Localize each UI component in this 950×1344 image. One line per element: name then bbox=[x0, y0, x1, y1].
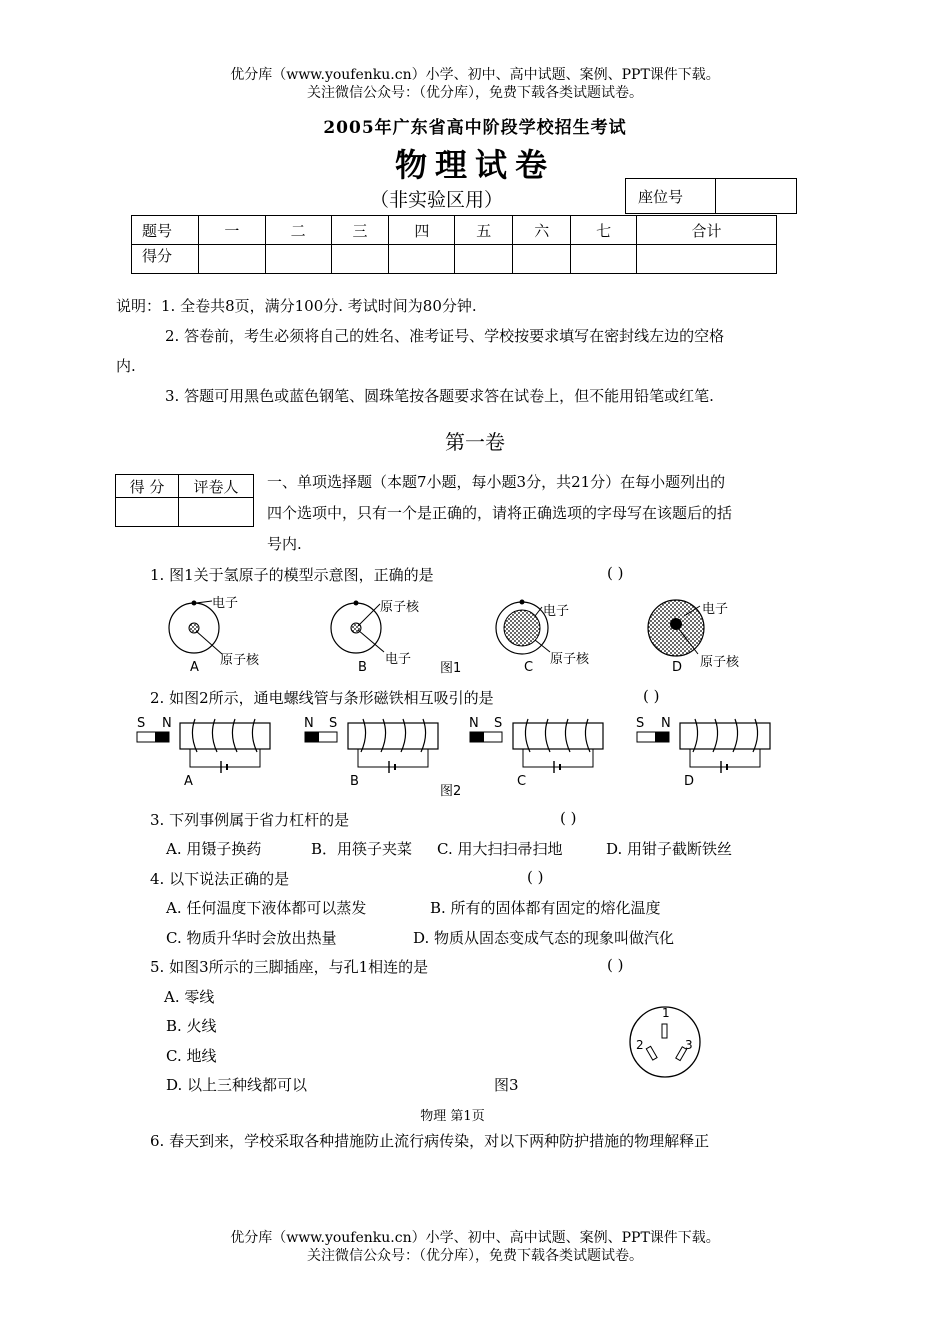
solenoid-d bbox=[637, 719, 770, 773]
grader-reviewer-label: 评卷人 bbox=[179, 475, 254, 498]
label-nucleus-c: 原子核 bbox=[550, 652, 590, 667]
atom-a-electron bbox=[192, 601, 197, 606]
q4-option-d: D. 物质从固态变成气态的现象叫做汽化 bbox=[413, 929, 675, 947]
q4-option-b: B. 所有的固体都有固定的熔化温度 bbox=[430, 899, 661, 917]
part1-intro-line3: 号内. bbox=[267, 535, 302, 553]
q2-text: 2. 如图2所示，通电螺线管与条形磁铁相互吸引的是 bbox=[150, 689, 494, 707]
seat-label: 座位号 bbox=[626, 179, 716, 214]
header-cell: 六 bbox=[513, 216, 571, 245]
header-cell: 五 bbox=[455, 216, 513, 245]
page-number: 物理 第1页 bbox=[420, 1109, 485, 1124]
grader-box bbox=[115, 474, 254, 527]
q4-option-c: C. 物质升华时会放出热量 bbox=[166, 929, 337, 947]
q5-answer-blank[interactable]: ( ) bbox=[607, 956, 624, 974]
score-cell[interactable] bbox=[198, 245, 265, 274]
header-cell: 七 bbox=[571, 216, 637, 245]
atom-c-electron bbox=[520, 600, 525, 605]
pole-b-right: S bbox=[329, 716, 338, 731]
label-electron-a: 电子 bbox=[212, 596, 239, 611]
score-cell[interactable] bbox=[571, 245, 637, 274]
q4-answer-blank[interactable]: ( ) bbox=[527, 868, 544, 886]
atom-a-letter: A bbox=[190, 660, 199, 675]
socket-label-2: 2 bbox=[636, 1038, 644, 1052]
solenoid-c bbox=[470, 719, 603, 773]
solenoid-a-letter: A bbox=[184, 774, 193, 789]
solenoid-d-letter: D bbox=[684, 774, 695, 789]
q4-text: 4. 以下说法正确的是 bbox=[150, 870, 290, 888]
instruction-3: 3. 答题可用黑色或蓝色钢笔、圆珠笔按各题要求答在试卷上，但不能用铅笔或红笔. bbox=[165, 387, 714, 405]
socket-label-3: 3 bbox=[685, 1038, 693, 1052]
atom-c-nucleus bbox=[504, 610, 540, 646]
seat-number-box bbox=[625, 178, 797, 214]
footer-banner-line2: 关注微信公众号：（优分库），免费下载各类试题试卷。 bbox=[307, 1248, 643, 1264]
solenoid-a bbox=[137, 719, 270, 773]
q5-text: 5. 如图3所示的三脚插座，与孔1相连的是 bbox=[150, 958, 429, 976]
q3-answer-blank[interactable]: ( ) bbox=[560, 809, 577, 827]
atom-c-letter: C bbox=[524, 660, 534, 675]
instruction-2-cont: 内. bbox=[116, 357, 136, 375]
subject-title: 物理试卷 bbox=[394, 146, 555, 184]
header-cell: 三 bbox=[331, 216, 389, 245]
q1-answer-blank[interactable]: ( ) bbox=[607, 564, 624, 582]
atom-d-nucleus bbox=[670, 618, 682, 630]
header-cell: 一 bbox=[198, 216, 265, 245]
label-electron-d: 电子 bbox=[702, 602, 729, 617]
pole-c-left: N bbox=[469, 716, 479, 731]
q3-option-b: B．用筷子夹菜 bbox=[311, 840, 413, 858]
label-electron-c: 电子 bbox=[543, 604, 570, 619]
q5-option-b: B. 火线 bbox=[166, 1017, 217, 1035]
q5-option-d: D. 以上三种线都可以 bbox=[166, 1076, 308, 1094]
figure-1-caption: 图1 bbox=[440, 661, 462, 676]
atom-b-letter: B bbox=[358, 660, 367, 675]
figure-2-solenoids bbox=[135, 715, 775, 777]
instruction-2: 2. 答卷前，考生必须将自己的姓名、准考证号、学校按要求填写在密封线左边的空格 bbox=[165, 327, 725, 345]
socket-hole-1 bbox=[662, 1024, 667, 1038]
pole-b-left: N bbox=[304, 716, 314, 731]
q1-text: 1. 图1关于氢原子的模型示意图，正确的是 bbox=[150, 566, 434, 584]
q5-option-a: A. 零线 bbox=[164, 988, 215, 1006]
q4-option-a: A. 任何温度下液体都可以蒸发 bbox=[166, 899, 367, 917]
atom-b-electron bbox=[354, 601, 359, 606]
score-cell[interactable] bbox=[331, 245, 389, 274]
figure-3-caption: 图3 bbox=[494, 1076, 519, 1094]
score-cell[interactable] bbox=[389, 245, 455, 274]
pole-a-right: N bbox=[162, 716, 172, 731]
label-nucleus-b: 原子核 bbox=[380, 600, 420, 615]
part1-intro-line2: 四个选项中，只有一个是正确的，请将正确选项的字母写在该题后的括 bbox=[267, 504, 733, 522]
exam-title: 2005年广东省高中阶段学校招生考试 bbox=[323, 118, 627, 138]
q3-option-d: D. 用钳子截断铁丝 bbox=[606, 840, 733, 858]
header-cell: 二 bbox=[265, 216, 331, 245]
label-electron-b: 电子 bbox=[385, 652, 412, 667]
q3-option-a: A. 用镊子换药 bbox=[166, 840, 262, 858]
q2-answer-blank[interactable]: ( ) bbox=[643, 687, 660, 705]
score-header-row bbox=[132, 216, 777, 245]
score-value-row bbox=[132, 245, 777, 274]
solenoid-b bbox=[305, 719, 438, 773]
grader-reviewer-field[interactable] bbox=[179, 498, 254, 527]
score-cell[interactable] bbox=[513, 245, 571, 274]
header-cell: 题号 bbox=[132, 216, 199, 245]
pole-a-left: S bbox=[137, 716, 146, 731]
q6-text: 6. 春天到来，学校采取各种措施防止流行病传染，对以下两种防护措施的物理解释正 bbox=[150, 1132, 710, 1150]
socket-label-1: 1 bbox=[662, 1006, 670, 1020]
header-cell: 合计 bbox=[636, 216, 776, 245]
score-row-label: 得分 bbox=[132, 245, 199, 274]
header-banner-line2: 关注微信公众号：（优分库），免费下载各类试题试卷。 bbox=[307, 85, 643, 101]
part1-intro-line1: 一、单项选择题（本题7小题，每小题3分，共21分）在每小题列出的 bbox=[267, 473, 726, 491]
q5-option-c: C. 地线 bbox=[166, 1047, 217, 1065]
label-nucleus-a: 原子核 bbox=[220, 653, 260, 668]
score-cell[interactable] bbox=[636, 245, 776, 274]
subtitle-note: （非实验区用） bbox=[370, 189, 504, 211]
instruction-1: 说明：1. 全卷共8页，满分100分. 考试时间为80分钟. bbox=[116, 297, 477, 315]
score-cell[interactable] bbox=[455, 245, 513, 274]
seat-number-field[interactable] bbox=[716, 179, 797, 214]
label-nucleus-d: 原子核 bbox=[700, 655, 740, 670]
solenoid-b-letter: B bbox=[350, 774, 359, 789]
header-cell: 四 bbox=[389, 216, 455, 245]
pole-d-right: N bbox=[661, 716, 671, 731]
header-banner-line1: 优分库（www.youfenku.cn）小学、初中、高中试题、案例、PPT课件下载。 bbox=[230, 67, 720, 83]
score-cell[interactable] bbox=[265, 245, 331, 274]
q3-text: 3. 下列事例属于省力杠杆的是 bbox=[150, 811, 350, 829]
grader-score-field[interactable] bbox=[116, 498, 179, 527]
q3-option-c: C. 用大扫扫帚扫地 bbox=[437, 840, 563, 858]
pole-d-left: S bbox=[636, 716, 645, 731]
figure-2-caption: 图2 bbox=[440, 784, 462, 799]
atom-a-nucleus bbox=[189, 623, 199, 633]
solenoid-c-letter: C bbox=[517, 774, 527, 789]
pole-c-right: S bbox=[494, 716, 503, 731]
grader-score-label: 得 分 bbox=[116, 475, 179, 498]
section-heading: 第一卷 bbox=[445, 430, 505, 454]
score-table bbox=[131, 215, 777, 274]
atom-d-letter: D bbox=[672, 660, 683, 675]
footer-banner-line1: 优分库（www.youfenku.cn）小学、初中、高中试题、案例、PPT课件下载。 bbox=[230, 1230, 720, 1246]
